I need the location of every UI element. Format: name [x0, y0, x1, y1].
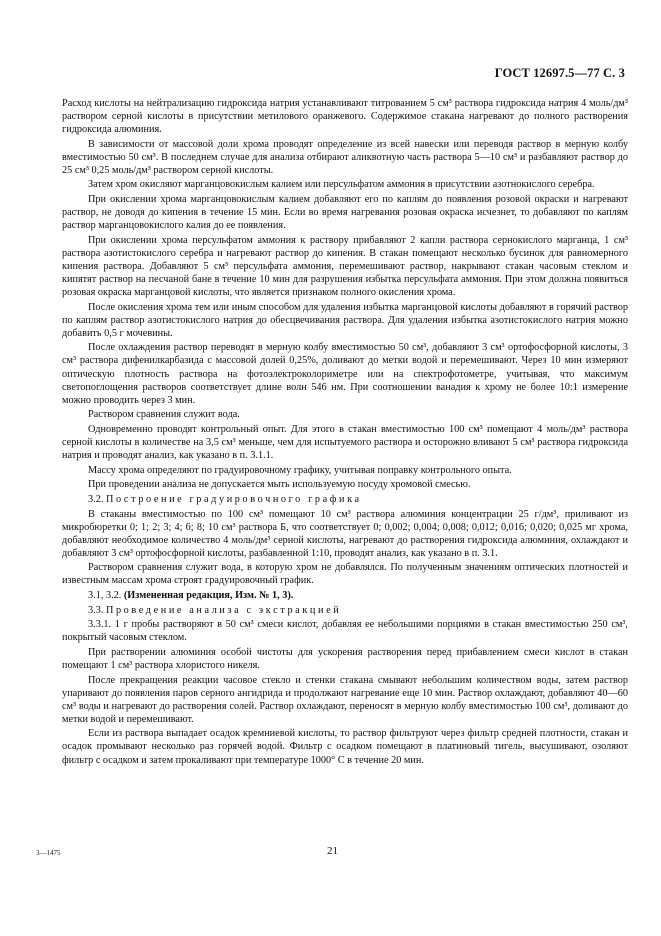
amendment-prefix: 3.1, 3.2.: [88, 590, 122, 601]
paragraph: Раствором сравнения служит вода.: [88, 409, 240, 421]
document-body: [62, 97, 628, 768]
section-number: 3.3.: [88, 604, 104, 616]
paragraph: После окисления хрома тем или иным способом для удаления избытка марганцовой кислоты добавляют в горячий раствор по каплям раствор азотистокислого натрия до обесцвечивания раствора. Для удаления избытка азотистокислого натрия можно добавить 0,5 г мочевины.: [62, 301, 628, 339]
paragraph: После прекращения реакции часовое стекло и стенки стакана смывают небольшим количеством воды, затем раствор упаривают до появления паров серного ангидрида и продолжают нагревание еще 10 мин. Раствор охлаждают, добавляют 40—60 см³ воды и нагревают до растворения солей. Раствор охлаждают, переносят в мерную колбу вместимостью 100 см³, доливают до метки водой и перемешивают.: [62, 674, 628, 725]
paragraph: После охлаждения раствор переводят в мерную колбу вместимостью 50 см³, добавляют 3 см³ ортофосфорной кислоты, 3 см³ раствора дифенилкарбазида с массовой долей 0,25%, доливают до метки водой и перемешивают. Через 10 мин измеряют оптическую плотность раствора на фотоэлектроколориметре или на спектрофотометре, учитывая, что максимум светопоглощения растворов соответствует длине волн 546 нм. При соотношении ванадия к хрому не более 10:1 измерение можно проводить через 3 мин.: [62, 342, 628, 406]
section-heading: [62, 604, 628, 617]
paragraph: Затем хром окисляют марганцовокислым калием или персульфатом аммония в присутствии азотнокислого серебра.: [88, 179, 595, 191]
paragraph: Одновременно проводят контрольный опыт. Для этого в стакан вместимостью 100 см³ помещают 4 моль/дм³ раствора серной кислоты в количестве на 3,5 см³ меньше, чем для испытуемого раствора и осторожно вливают 5 см³ раствора гидроксида натрия и проводят анализ, как указано в п. 3.1.1.: [62, 423, 628, 461]
section-number: 3.2.: [88, 493, 104, 505]
paragraph: В стаканы вместимостью по 100 см³ помещают 10 см³ раствора алюминия концентрации 25 г/дм³, приливают из микробюретки 0; 1; 2; 3; 4; 6; 8; 10 см³ раствора Б, что соответствует 0; 0,002; 0,004; 0,008; 0,012; 0,016; 0,020; 0,025 мг хрома, добавляют необходимое количество 4 моль/дм³ серной кислоты, нагревают до растворения гидроксида алюминия, охлаждают и добавляют 3 см³ ортофосфорной кислоты, разбавленной 1:10, проводят анализ, как указано в п. 3.1.: [62, 508, 628, 559]
paragraph: Массу хрома определяют по градуировочному графику, учитывая поправку контрольного опыта.: [88, 464, 512, 476]
print-code: 3—1475: [36, 849, 61, 857]
paragraph: При проведении анализа не допускается мыть используемую посуду хромовой смесью.: [88, 479, 471, 491]
paragraph: Раствором сравнения служит вода, в которую хром не добавлялся. По полученным значениям оптических плотностей и известным массам хрома строят градуировочный график.: [62, 562, 628, 587]
page-number: 21: [327, 845, 338, 857]
paragraph: Если из раствора выпадает осадок кремниевой кислоты, то раствор фильтруют через фильтр средней плотности, стакан и осадок промывают несколько раз горячей водой. Фильтр с осадком помещают в платиновый тигель, высушивают, озоляют фильтр с осадком и затем прокаливают при температуре 1000° С в течение 20 мин.: [62, 728, 628, 766]
section-title: Проведение анализа с экстракцией: [105, 604, 342, 616]
page-header: ГОСТ 12697.5—77 С. 3: [494, 66, 625, 80]
section-heading: [62, 493, 628, 506]
paragraph: Расход кислоты на нейтрализацию гидроксида натрия устанавливают титрованием 5 см³ раствора гидроксида натрия 4 моль/дм³ раствором серной кислоты в присутствии метилового оранжевого. Содержимое стакана нагревают до полного растворения гидроксида алюминия.: [62, 98, 628, 136]
paragraph: При окислении хрома персульфатом аммония к раствору прибавляют 2 капли раствора сернокислого марганца, 1 см³ раствора азотистокислого серебра и нагревают раствор до кипения. В стакан помещают несколько бусинок для равномерного кипения раствора. Добавляют 5 см³ персульфата аммония, перемешивают раствор, накрывают стакан часовым стеклом и кипятят раствор на песчаной бане в течение 10 мин для разрушения избытка персульфата аммония. При этом должна появиться розовая окраска марганцовой кислоты, что является признаком полного окисления хрома.: [62, 234, 628, 299]
section-title: Построение градуировочного графика: [105, 493, 362, 505]
paragraph: 3.3.1. 1 г пробы растворяют в 50 см³ смеси кислот, добавляя ее небольшими порциями в стакан вместимостью 250 см³, покрытый часовым стеклом.: [62, 619, 628, 644]
paragraph: В зависимости от массовой доли хрома проводят определение из всей навески или переводя раствор в мерную колбу вместимостью 50 см³. В последнем случае для анализа отбирают аликвотную часть раствора 5—10 см³ и разбавляют раствор до 25 см³ 0,25 моль/дм³ раствором серной кислоты.: [62, 138, 628, 176]
amendment-note: [62, 589, 628, 602]
paragraph: При растворении алюминия особой чистоты для ускорения растворения перед прибавлением смеси кислот в стакан помещают 1 см³ раствора хлористого никеля.: [62, 646, 628, 672]
paragraph: При окислении хрома марганцовокислым калием добавляют его по каплям до появления розовой окраски и нагревают раствор, не доводя до кипения в течение 15 мин. Если во время нагревания розовая окраска исчезнет, то добавляют по каплям раствор марганцовокислого калия до ее появления.: [62, 194, 628, 232]
amendment-text: (Измененная редакция, Изм. № 1, 3).: [123, 590, 294, 601]
